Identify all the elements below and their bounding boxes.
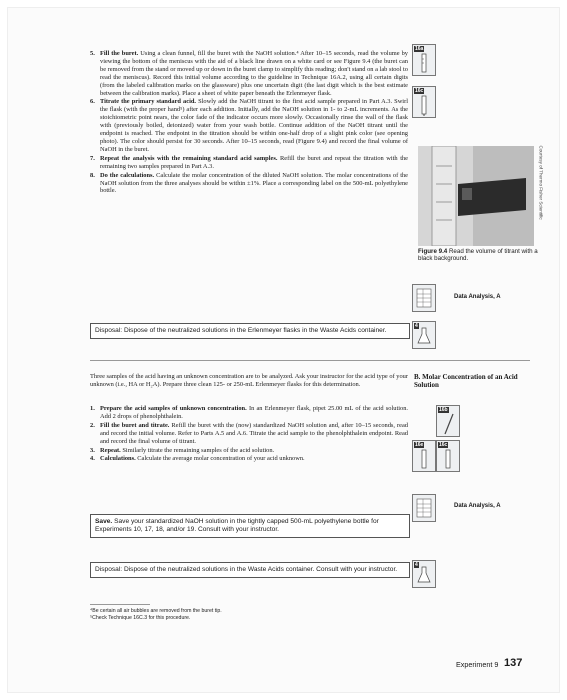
data-analysis-label: Data Analysis, A [454,294,501,300]
step-5: 5. Fill the buret. Using a clean funnel, fill the buret with the NaOH solution.⁴ After 10–15 seconds, read the volume by viewing the bottom of the meniscus with the aid of a black line drawn on a white card or see Figure 9.4 (the buret can be removed from the stand or moved up or down in the buret clamp to simplify this reading; don't stand on a lab stool to read the meniscus). Record this initial volume according to the guideline in Technique 16A.2, using all certain digits (from the labeled calibration marks on the glassware) plus one uncertain digit (the last digit which is the best estimate between the calibration marks). Place a sheet of white paper beneath the Erlenmeyer flask. [90,50,408,97]
step-b2: 2. Fill the buret and titrate. Refill the buret with the (now) standardized NaOH solution and, after 10–15 seconds, read and record the initial volume. Refer to Parts A.5 and A.6. Titrate the acid sample to the phenolphthalein endpoint. Read and record the final volume of titrant. [90,421,408,445]
footnote-rule [90,604,150,605]
steps-top [90,50,408,196]
footnote-1: ⁴Be certain all air bubbles are removed from the buret tip. [90,608,222,614]
divider [90,360,530,361]
figure-photo [418,146,534,246]
data-analysis-icon [412,284,436,312]
step-b1: 1. Prepare the acid samples of unknown concentration. In an Erlenmeyer flask, pipet 25.00 mL of the acid solution. Add 2 drops of phenolphthalein. [90,405,408,420]
step-b4: 4. Calculations. Calculate the average molar concentration of your acid unknown. [90,455,305,463]
save-box: Save. Save your standardized NaOH solution in the tightly capped 500-mL polyethylene bottle for Experiments 10, 17, 18, and/or 19. Consult with your instructor. [90,514,410,538]
part-b-heading: B. Molar Concentration of an Acid Solution [414,373,518,390]
spreadsheet-icon [413,285,435,311]
footer-label: Experiment 9 [456,660,499,669]
safety-icon: 4 [412,321,436,349]
part-b-intro: Three samples of the acid having an unknown concentration are to be analyzed. Ask your instructor for the acid type of your unknown (i.e., HA or H₂A). Prepare three clean 125- or 250-mL Erlenmeyer flasks for this determination. [90,373,409,388]
figure-caption: Figure 9.4 Read the volume of titrant with a black background. [418,248,538,263]
technique-16b-icon: 16b [436,405,460,437]
technique-16c-icon-b: 16c [436,440,460,472]
technique-16c-icon: 16c [412,86,436,118]
photo-credit: Courtesy of Thermo Fisher Scientific [538,145,544,220]
technique-16e-icon: 16e [412,440,436,472]
page-number: 137 [504,657,523,669]
step-b3: 3. Repeat. Similarly titrate the remaining samples of the acid solution. [90,446,275,454]
step-8: 8. Do the calculations. Calculate the molar concentration of the diluted NaOH solution. The molar concentrations of the NaOH solution from the three analyses should be within ±1%. Place a corresponding label on the 500-mL polyethylene bottle. [90,171,408,195]
data-analysis-icon-b [412,494,436,522]
disposal-box-2: Disposal: Dispose of the neutralized solutions in the Waste Acids container. Consult with your instructor. [90,562,410,578]
spreadsheet-icon [413,495,435,521]
step-7: 7. Repeat the analysis with the remaining standard acid samples. Refill the buret and repeat the titration with the remaining two samples prepared in Part A.3. [90,154,408,170]
buret-photo-illustration [418,146,534,246]
disposal-box-1: Disposal: Dispose of the neutralized solutions in the Erlenmeyer flasks in the Waste Acids container. [90,323,410,339]
safety-icon-b: 4 [412,560,436,588]
footnote-2: ⁵Check Technique 16C.3 for this procedure. [90,615,191,621]
data-analysis-label-b: Data Analysis, A [454,503,501,509]
part-b-steps [90,405,408,464]
document-page [8,8,559,692]
step-6: 6. Titrate the primary standard acid. Slowly add the NaOH titrant to the first acid sample prepared in Part A.3. Swirl the flask (with the proper hand⁵) after each addition. Initially, add the NaOH solution in 1- to 2-mL increments. As the stoichiometric point nears, the color fade of the indicator occurs more slowly. Occasionally rinse the wall of the flask with (previously boiled, deionized) water from your wash bottle. Continue addition of the NaOH titrant until the endpoint is reached. The endpoint in the titration should be within one-half drop of a slight pink color (see opening photo). The color should persist for 30 seconds. After 10–15 seconds, read (Figure 9.4) and record the final volume of NaOH in the buret. [90,98,408,153]
technique-16a-icon: 16a [412,44,436,76]
